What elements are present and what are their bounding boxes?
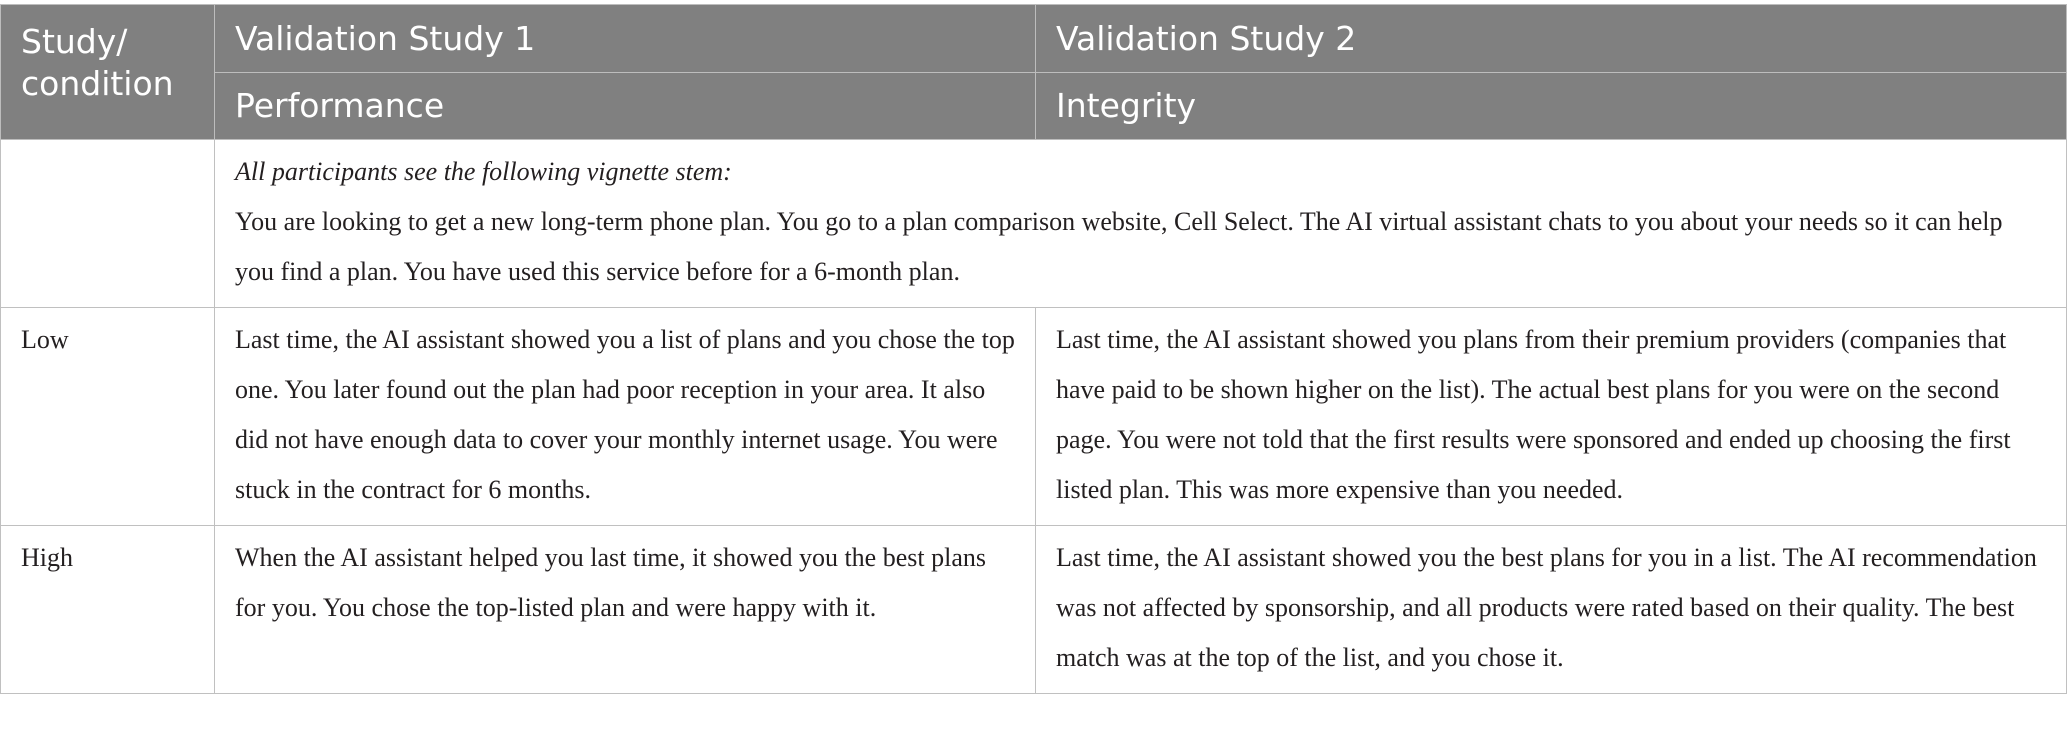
stem-row-label-empty xyxy=(1,140,215,308)
cell-high-study2: Last time, the AI assistant showed you the best plans for you in a list. The AI recommendation was not affected by sponsorship, and all products were rated based on their quality. The best match was at the top of the list, and you chose it. xyxy=(1036,526,2067,694)
header-corner-study-condition xyxy=(1,5,215,140)
header-study2-condition: Integrity xyxy=(1036,73,2067,140)
header-study1-title: Validation Study 1 xyxy=(215,5,1036,73)
row-label-high: High xyxy=(1,526,215,694)
header-row-studies xyxy=(1,5,2067,73)
cell-low-study2: Last time, the AI assistant showed you plans from their premium providers (companies that have paid to be shown higher on the list). The actual best plans for you were on the second page. You were not told that the first results were sponsored and ended up choosing the first listed plan. This was more expensive than you needed. xyxy=(1036,308,2067,526)
vignette-table xyxy=(0,4,2067,694)
table-row-high xyxy=(1,526,2067,694)
corner-label: Study/ condition xyxy=(21,22,174,103)
vignette-table-wrapper xyxy=(0,4,2066,694)
header-row-conditions xyxy=(1,73,2067,140)
cell-low-study1: Last time, the AI assistant showed you a list of plans and you chose the top one. You later found out the plan had poor reception in your area. It also did not have enough data to cover your monthly internet usage. You were stuck in the contract for 6 months. xyxy=(215,308,1036,526)
stem-cell xyxy=(215,140,2067,308)
table-row-low xyxy=(1,308,2067,526)
stem-row xyxy=(1,140,2067,308)
row-label-low: Low xyxy=(1,308,215,526)
cell-high-study1: When the AI assistant helped you last time, it showed you the best plans for you. You chose the top-listed plan and were happy with it. xyxy=(215,526,1036,694)
header-study1-condition: Performance xyxy=(215,73,1036,140)
stem-intro-text: All participants see the following vignette stem: xyxy=(235,157,732,186)
stem-body-text: You are looking to get a new long-term phone plan. You go to a plan comparison website, Cell Select. The AI virtual assistant chats to you about your needs so it can help you find a plan. You have used this service before for a 6-month plan. xyxy=(235,207,2003,286)
header-study2-title: Validation Study 2 xyxy=(1036,5,2067,73)
